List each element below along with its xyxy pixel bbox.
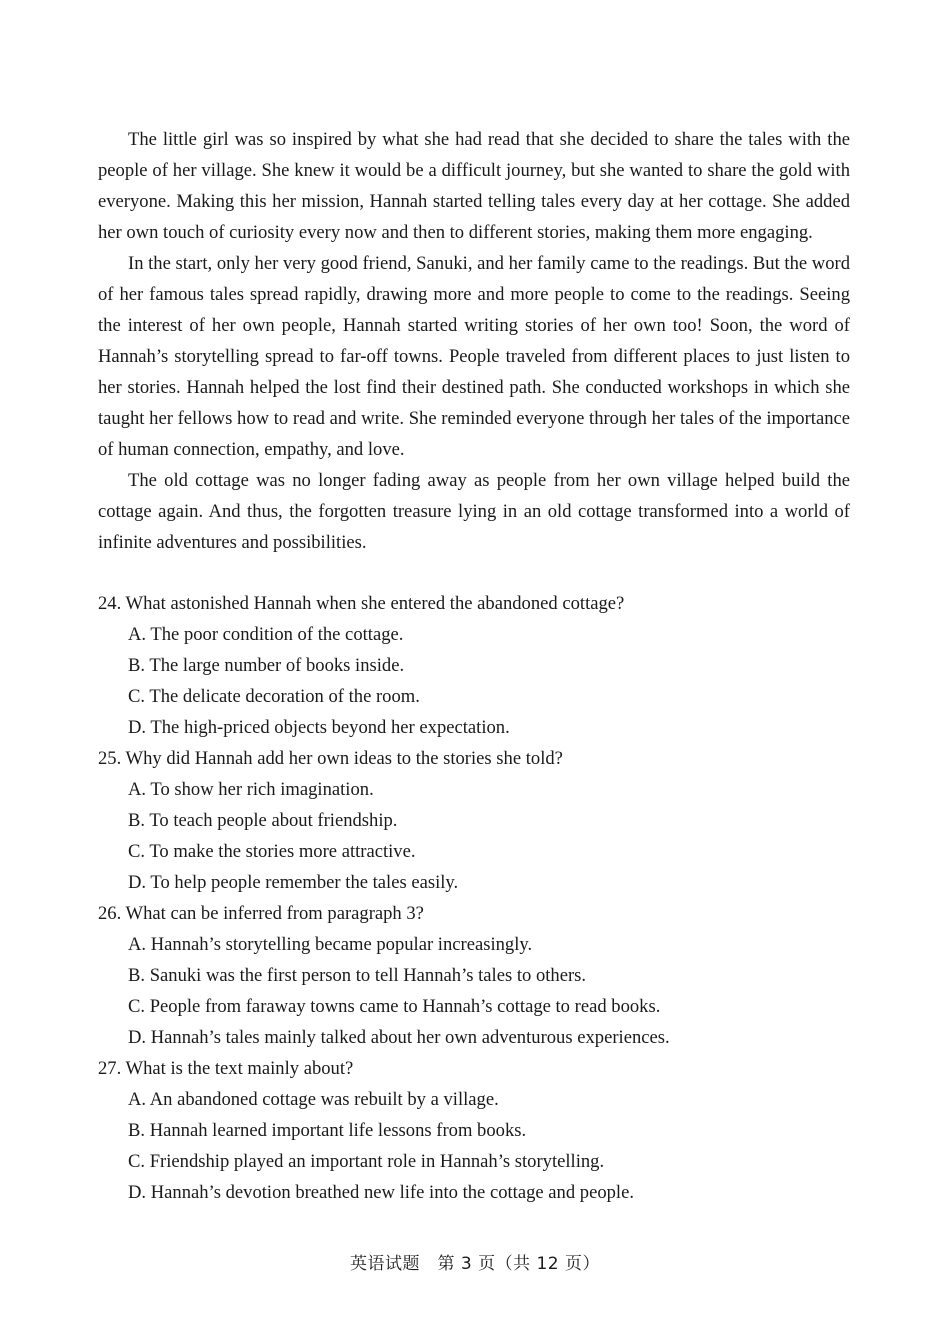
option-a: A. The poor condition of the cottage. [128,624,404,645]
question-27 [98,1053,850,1208]
passage-paragraph: The little girl was so inspired by what she had read that she decided to share the tales with the people of her village. She knew it would be a difficult journey, but she wanted to share the gold with everyone. Making this her mission, Hannah started telling tales every day at her cottage. She added her own touch of curiosity every now and then to different stories, making them more engaging. [98,129,850,243]
question-25 [98,743,850,898]
option-d: D. Hannah’s devotion breathed new life into the cottage and people. [128,1182,634,1203]
question-stem: 24. What astonished Hannah when she entered the abandoned cottage? [98,593,625,614]
option-b: B. The large number of books inside. [128,655,405,676]
option-a: A. To show her rich imagination. [128,779,374,800]
exam-page [98,124,850,1208]
question-stem: 26. What can be inferred from paragraph 3? [98,903,424,924]
question-26 [98,898,850,1053]
option-c: C. Friendship played an important role in Hannah’s storytelling. [128,1151,605,1172]
reading-passage [98,124,850,558]
option-b: B. Hannah learned important life lessons from books. [128,1120,527,1141]
option-c: C. To make the stories more attractive. [128,841,416,862]
question-stem: 27. What is the text mainly about? [98,1058,354,1079]
page-footer: 英语试题 第 3 页（共 12 页） [349,1254,601,1274]
option-c: C. People from faraway towns came to Hannah’s cottage to read books. [128,996,661,1017]
passage-paragraph: In the start, only her very good friend, Sanuki, and her family came to the readings. But the word of her famous tales spread rapidly, drawing more and more people to come to the readings. Seeing the interest of her own people, Hannah started writing stories of her own too! Soon, the word of Hannah’s storytelling spread to far-off towns. People traveled from different places to just listen to her stories. Hannah helped the lost find their destined path. She conducted workshops in which she taught her fellows how to read and write. She reminded everyone through her tales of the importance of human connection, empathy, and love. [98,253,850,460]
option-b: B. To teach people about friendship. [128,810,398,831]
option-a: A. An abandoned cottage was rebuilt by a village. [128,1089,499,1110]
option-a: A. Hannah’s storytelling became popular increasingly. [128,934,533,955]
option-d: D. The high-priced objects beyond her expectation. [128,717,510,738]
passage-paragraph: The old cottage was no longer fading away as people from her own village helped build the cottage again. And thus, the forgotten treasure lying in an old cottage transformed into a world of infinite adventures and possibilities. [98,470,850,553]
question-24 [98,588,850,743]
option-d: D. To help people remember the tales easily. [128,872,459,893]
question-stem: 25. Why did Hannah add her own ideas to the stories she told? [98,748,563,769]
option-d: D. Hannah’s tales mainly talked about her own adventurous experiences. [128,1027,670,1048]
option-b: B. Sanuki was the first person to tell Hannah’s tales to others. [128,965,587,986]
option-c: C. The delicate decoration of the room. [128,686,420,707]
